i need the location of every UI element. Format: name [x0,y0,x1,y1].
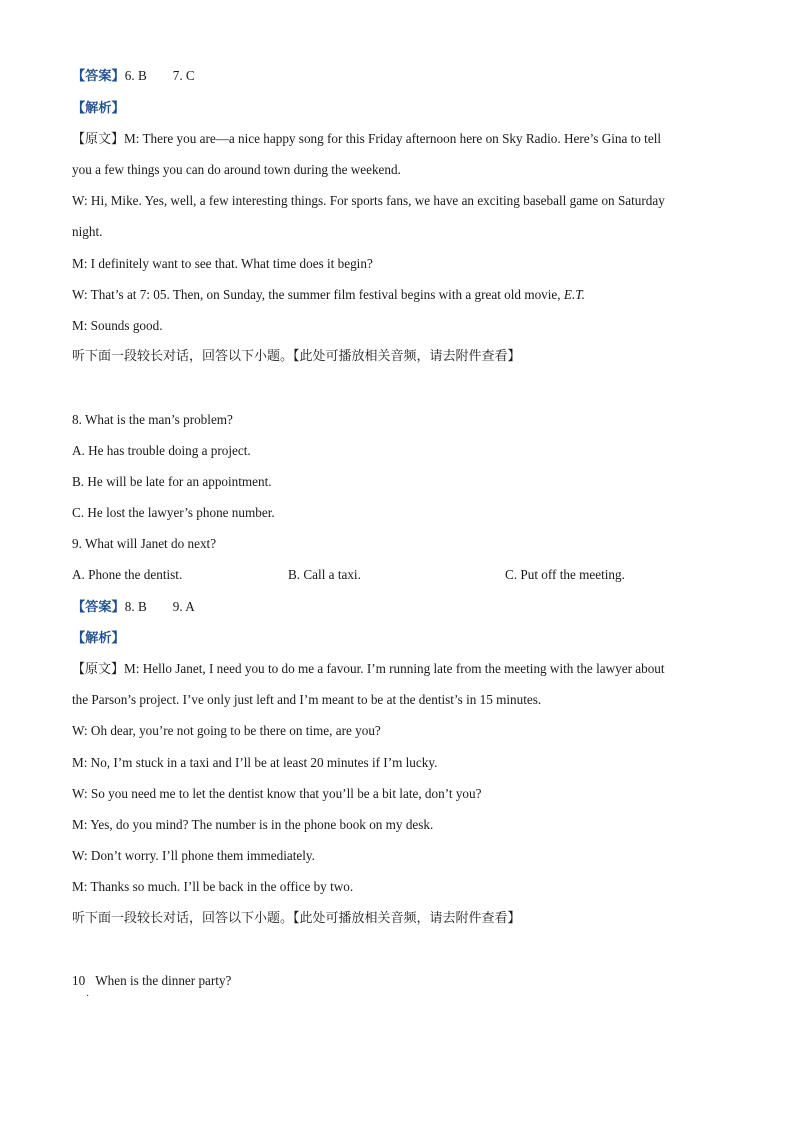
listening-instruction-1: 听下面一段较长对话，回答以下小题。【此处可播放相关音频，请去附件查看】 [72,349,521,364]
script-line-8: M: Thanks so much. I’ll be back in the office by two. [72,879,354,894]
script-line-2: the Parson’s project. I’ve only just left and I’m meant to be at the dentist’s in 15 minutes. [72,692,542,707]
analysis-heading: 【解析】 [72,631,125,646]
question-9: 9. What will Janet do next? [72,536,217,551]
script-line-7: W: Don’t worry. I’ll phone them immediately. [72,848,315,863]
listening-instruction-2: 听下面一段较长对话，回答以下小题。【此处可播放相关音频，请去附件查看】 [72,911,521,926]
answer-line-8-9 [72,599,722,616]
answer-label: 【答案】 [72,69,125,84]
analysis-heading: 【解析】 [72,101,125,116]
script-line-5: W: So you need me to let the dentist know that you’ll be a bit late, don’t you? [72,786,482,801]
question-8-option-c: C. He lost the lawyer’s phone number. [72,505,275,520]
answer-9: 9. A [172,599,195,614]
script-line-4: night. [72,224,103,239]
stray-dot: · [86,991,90,1002]
script-line-3: W: Oh dear, you’re not going to be there on time, are you? [72,723,381,738]
movie-title: E.T. [563,287,585,302]
script-label: 【原文】 [72,132,125,147]
script-line-3: W: Hi, Mike. Yes, well, a few interesting things. For sports fans, we have an exciting baseball game on Saturday [72,193,665,208]
script-line-6: M: Yes, do you mind? The number is in the phone book on my desk. [72,817,434,832]
script-line-4: M: No, I’m stuck in a taxi and I’ll be at least 20 minutes if I’m lucky. [72,755,438,770]
script-line-6: W: That’s at 7: 05. Then, on Sunday, the summer film festival begins with a great old movie, E.T. [72,287,585,302]
script-line-1: 【原文】M: There you are—a nice happy song for this Friday afternoon here on Sky Radio. Here’s Gina to tell [72,131,662,147]
script-line-7: M: Sounds good. [72,318,163,333]
question-10-number: 10 [72,973,86,988]
answer-7: 7. C [172,68,195,83]
script-line-5: M: I definitely want to see that. What time does it begin? [72,256,373,271]
question-9-option-b: B. Call a taxi. [288,567,361,582]
answer-line-6-7 [72,68,722,85]
script-line-2: you a few things you can do around town during the weekend. [72,162,401,177]
answer-label: 【答案】 [72,600,125,615]
script-line-1: 【原文】M: Hello Janet, I need you to do me a favour. I’m running late from the meeting with the lawyer about [72,661,665,677]
question-8-option-b: B. He will be late for an appointment. [72,474,272,489]
question-10 [72,973,722,989]
answer-8: 8. B [124,599,147,614]
answer-6: 6. B [124,68,147,83]
question-10-text: When is the dinner party? [95,973,232,988]
question-8: 8. What is the man’s problem? [72,412,233,427]
script-label: 【原文】 [72,662,125,677]
question-9-option-c: C. Put off the meeting. [505,567,625,582]
question-8-option-a: A. He has trouble doing a project. [72,443,251,458]
question-9-option-a: A. Phone the dentist. [72,567,183,582]
